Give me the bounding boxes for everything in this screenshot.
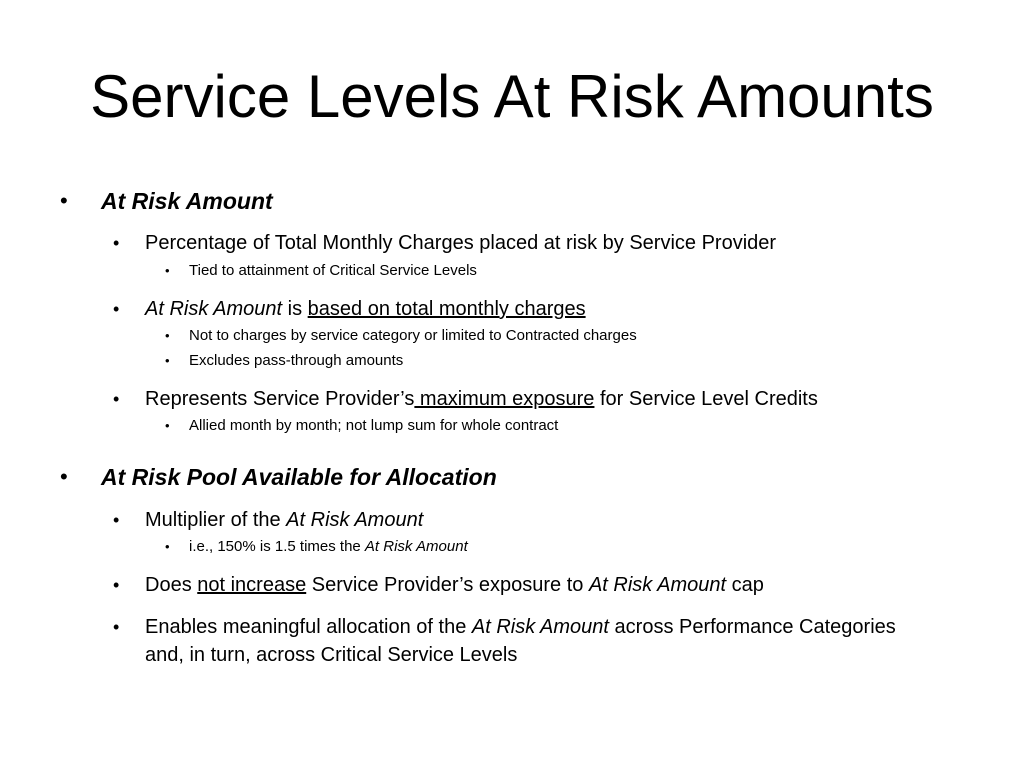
bullet-icon: •: [60, 464, 68, 489]
italic-term: At Risk Amount: [364, 538, 468, 555]
bullet-icon: •: [165, 418, 170, 433]
text-fragment: cap: [726, 574, 764, 596]
point-percentage-of-charges: Percentage of Total Monthly Charges placed at risk by Service Provider: [145, 232, 777, 254]
bullet-icon: •: [60, 188, 68, 213]
text-fragment: Does: [145, 574, 198, 596]
section-heading-at-risk-amount: At Risk Amount: [101, 188, 273, 214]
italic-term: At Risk Amount: [588, 574, 727, 596]
text-fragment: for Service Level Credits: [594, 388, 818, 410]
italic-term: At Risk Amount: [471, 616, 609, 638]
sub-point-150-percent: [189, 537, 468, 557]
point-not-increase-exposure: [145, 571, 764, 599]
text-fragment: Represents Service Provider’s: [145, 388, 415, 410]
sub-point-month-by-month: Allied month by month; not lump sum for whole contract: [189, 417, 559, 434]
text-fragment: across Performance Categories and, in turn, across Critical Service Levels: [145, 616, 896, 666]
point-multiplier: [145, 506, 423, 534]
bullet-icon: •: [113, 575, 120, 595]
point-maximum-exposure: [145, 385, 818, 413]
sub-point-not-by-category: Not to charges by service category or limited to Contracted charges: [189, 327, 637, 344]
bullet-icon: •: [165, 353, 170, 368]
bullet-icon: •: [113, 389, 120, 409]
bullet-icon: •: [165, 328, 170, 343]
underlined-phrase: maximum exposure: [414, 388, 595, 410]
bullet-icon: •: [113, 510, 120, 530]
text-fragment: Multiplier of the: [145, 509, 287, 531]
bullet-icon: •: [165, 263, 170, 278]
text-fragment: Service Provider’s exposure to: [306, 574, 589, 596]
bullet-icon: •: [113, 617, 120, 637]
underlined-phrase: not increase: [197, 574, 307, 596]
bullet-icon: •: [113, 299, 120, 319]
bullet-icon: •: [165, 539, 170, 554]
sub-point-excludes-pass-through: Excludes pass-through amounts: [189, 352, 404, 369]
underlined-phrase: based on total monthly charges: [307, 298, 586, 320]
point-based-on-total-monthly-charges: [145, 295, 586, 323]
sub-point-critical-service-levels: Tied to attainment of Critical Service Levels: [189, 262, 477, 279]
italic-term: At Risk Amount: [145, 298, 283, 320]
text-fragment: Enables meaningful allocation of the: [145, 616, 472, 638]
text-fragment: is: [282, 298, 308, 320]
text-fragment: i.e., 150% is 1.5 times the: [189, 538, 365, 555]
bullet-icon: •: [113, 233, 120, 253]
slide-title: Service Levels At Risk Amounts: [90, 63, 934, 130]
italic-term: At Risk Amount: [286, 509, 424, 531]
section-heading-at-risk-pool: At Risk Pool Available for Allocation: [101, 464, 497, 490]
point-meaningful-allocation: [145, 613, 905, 669]
